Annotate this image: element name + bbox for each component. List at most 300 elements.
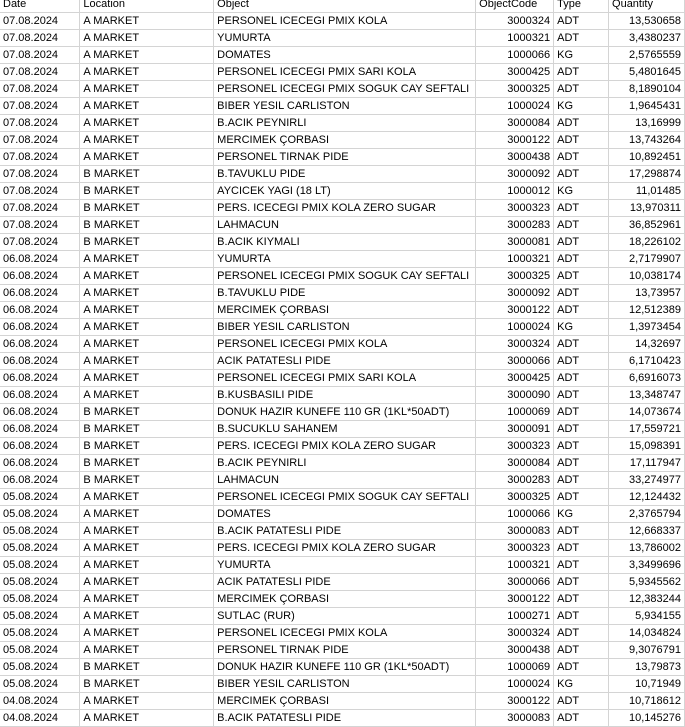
location-cell[interactable]: A MARKET	[80, 523, 214, 540]
object-cell[interactable]: BIBER YESIL CARLISTON	[214, 676, 476, 693]
objectcode-cell[interactable]: 3000066	[476, 574, 554, 591]
type-cell[interactable]: ADT	[554, 302, 609, 319]
date-cell[interactable]: 06.08.2024	[0, 455, 80, 472]
date-cell[interactable]: 06.08.2024	[0, 251, 80, 268]
object-cell[interactable]: PERSONEL ICECEGI PMIX SOGUK CAY SEFTALI	[214, 268, 476, 285]
object-cell[interactable]: B.TAVUKLU PIDE	[214, 285, 476, 302]
quantity-cell[interactable]: 1,9645431	[609, 98, 685, 115]
objectcode-cell[interactable]: 3000090	[476, 387, 554, 404]
location-cell[interactable]: B MARKET	[80, 183, 214, 200]
type-cell[interactable]: ADT	[554, 132, 609, 149]
type-cell[interactable]: KG	[554, 47, 609, 64]
location-cell[interactable]: A MARKET	[80, 557, 214, 574]
date-cell[interactable]: 05.08.2024	[0, 642, 80, 659]
quantity-cell[interactable]: 11,01485	[609, 183, 685, 200]
column-header-date[interactable]: Date	[0, 0, 80, 13]
column-header-object[interactable]: Object	[214, 0, 476, 13]
table-row	[0, 268, 685, 285]
object-cell[interactable]: PERS. ICECEGI PMIX KOLA ZERO SUGAR	[214, 200, 476, 217]
type-cell[interactable]: ADT	[554, 472, 609, 489]
column-header-quantity[interactable]: Quantity	[609, 0, 685, 13]
type-cell[interactable]: KG	[554, 98, 609, 115]
quantity-cell[interactable]: 6,6916073	[609, 370, 685, 387]
type-cell[interactable]: ADT	[554, 251, 609, 268]
date-cell[interactable]: 05.08.2024	[0, 676, 80, 693]
type-cell[interactable]: ADT	[554, 285, 609, 302]
objectcode-cell[interactable]: 3000324	[476, 13, 554, 30]
table-row	[0, 489, 685, 506]
location-cell[interactable]: A MARKET	[80, 540, 214, 557]
location-cell[interactable]: A MARKET	[80, 608, 214, 625]
quantity-cell[interactable]: 3,4380237	[609, 30, 685, 47]
objectcode-cell[interactable]: 1000321	[476, 557, 554, 574]
date-cell[interactable]: 06.08.2024	[0, 438, 80, 455]
quantity-cell[interactable]: 5,934155	[609, 608, 685, 625]
quantity-cell[interactable]: 5,4801645	[609, 64, 685, 81]
objectcode-cell[interactable]: 3000323	[476, 438, 554, 455]
table-row	[0, 166, 685, 183]
object-cell[interactable]: MERCIMEK ÇORBASI	[214, 693, 476, 710]
object-cell[interactable]: ACIK PATATESLI PIDE	[214, 574, 476, 591]
quantity-cell[interactable]: 12,668337	[609, 523, 685, 540]
type-cell[interactable]: ADT	[554, 625, 609, 642]
object-cell[interactable]: PERSONEL ICECEGI PMIX KOLA	[214, 13, 476, 30]
objectcode-cell[interactable]: 3000122	[476, 302, 554, 319]
date-cell[interactable]: 05.08.2024	[0, 506, 80, 523]
object-cell[interactable]: PERS. ICECEGI PMIX KOLA ZERO SUGAR	[214, 438, 476, 455]
location-cell[interactable]: A MARKET	[80, 574, 214, 591]
quantity-cell[interactable]: 36,852961	[609, 217, 685, 234]
type-cell[interactable]: ADT	[554, 557, 609, 574]
objectcode-cell[interactable]: 1000024	[476, 319, 554, 336]
quantity-cell[interactable]: 13,743264	[609, 132, 685, 149]
location-cell[interactable]: B MARKET	[80, 404, 214, 421]
table-row	[0, 200, 685, 217]
objectcode-cell[interactable]: 1000024	[476, 676, 554, 693]
quantity-cell[interactable]: 2,7179907	[609, 251, 685, 268]
object-cell[interactable]: B.TAVUKLU PIDE	[214, 166, 476, 183]
location-cell[interactable]: B MARKET	[80, 455, 214, 472]
quantity-cell[interactable]: 15,098391	[609, 438, 685, 455]
table-row	[0, 523, 685, 540]
date-cell[interactable]: 06.08.2024	[0, 353, 80, 370]
table-row	[0, 472, 685, 489]
location-cell[interactable]: A MARKET	[80, 132, 214, 149]
table-row	[0, 642, 685, 659]
location-cell[interactable]: A MARKET	[80, 64, 214, 81]
location-cell[interactable]: B MARKET	[80, 421, 214, 438]
quantity-cell[interactable]: 3,3499696	[609, 557, 685, 574]
date-cell[interactable]: 05.08.2024	[0, 489, 80, 506]
table-row	[0, 455, 685, 472]
object-cell[interactable]: LAHMACUN	[214, 217, 476, 234]
table-row	[0, 540, 685, 557]
object-cell[interactable]: LAHMACUN	[214, 472, 476, 489]
type-cell[interactable]: ADT	[554, 166, 609, 183]
table-row	[0, 81, 685, 98]
quantity-cell[interactable]: 13,348747	[609, 387, 685, 404]
location-cell[interactable]: A MARKET	[80, 591, 214, 608]
objectcode-cell[interactable]: 1000024	[476, 98, 554, 115]
date-cell[interactable]: 07.08.2024	[0, 132, 80, 149]
location-cell[interactable]: A MARKET	[80, 506, 214, 523]
quantity-cell[interactable]: 13,786002	[609, 540, 685, 557]
table-row	[0, 217, 685, 234]
type-cell[interactable]: ADT	[554, 13, 609, 30]
location-cell[interactable]: A MARKET	[80, 353, 214, 370]
date-cell[interactable]: 07.08.2024	[0, 200, 80, 217]
quantity-cell[interactable]: 13,16999	[609, 115, 685, 132]
type-cell[interactable]: ADT	[554, 574, 609, 591]
type-cell[interactable]: ADT	[554, 353, 609, 370]
type-cell[interactable]: ADT	[554, 30, 609, 47]
table-row	[0, 47, 685, 64]
objectcode-cell[interactable]: 1000321	[476, 30, 554, 47]
objectcode-cell[interactable]: 3000092	[476, 166, 554, 183]
location-cell[interactable]: A MARKET	[80, 387, 214, 404]
type-cell[interactable]: ADT	[554, 608, 609, 625]
quantity-cell[interactable]: 13,73957	[609, 285, 685, 302]
type-cell[interactable]: ADT	[554, 268, 609, 285]
table-row	[0, 132, 685, 149]
table-row	[0, 285, 685, 302]
table-row	[0, 404, 685, 421]
location-cell[interactable]: A MARKET	[80, 302, 214, 319]
date-cell[interactable]: 06.08.2024	[0, 285, 80, 302]
date-cell[interactable]: 07.08.2024	[0, 81, 80, 98]
location-cell[interactable]: A MARKET	[80, 81, 214, 98]
type-cell[interactable]: ADT	[554, 693, 609, 710]
table-row	[0, 234, 685, 251]
type-cell[interactable]: KG	[554, 183, 609, 200]
table-row	[0, 336, 685, 353]
location-cell[interactable]: A MARKET	[80, 710, 214, 727]
date-cell[interactable]: 07.08.2024	[0, 183, 80, 200]
date-cell[interactable]: 06.08.2024	[0, 370, 80, 387]
objectcode-cell[interactable]: 1000271	[476, 608, 554, 625]
objectcode-cell[interactable]: 3000083	[476, 523, 554, 540]
type-cell[interactable]: ADT	[554, 81, 609, 98]
location-cell[interactable]: A MARKET	[80, 30, 214, 47]
objectcode-cell[interactable]: 1000012	[476, 183, 554, 200]
location-cell[interactable]: A MARKET	[80, 336, 214, 353]
date-cell[interactable]: 06.08.2024	[0, 472, 80, 489]
date-cell[interactable]: 07.08.2024	[0, 234, 80, 251]
object-cell[interactable]: ACIK PATATESLI PIDE	[214, 353, 476, 370]
type-cell[interactable]: ADT	[554, 489, 609, 506]
location-cell[interactable]: B MARKET	[80, 438, 214, 455]
type-cell[interactable]: ADT	[554, 115, 609, 132]
object-cell[interactable]: PERSONEL ICECEGI PMIX SOGUK CAY SEFTALI	[214, 489, 476, 506]
table-row	[0, 302, 685, 319]
table-row	[0, 574, 685, 591]
type-cell[interactable]: ADT	[554, 591, 609, 608]
location-cell[interactable]: B MARKET	[80, 676, 214, 693]
objectcode-cell[interactable]: 3000324	[476, 625, 554, 642]
quantity-cell[interactable]: 2,3765794	[609, 506, 685, 523]
date-cell[interactable]: 05.08.2024	[0, 574, 80, 591]
table-row	[0, 115, 685, 132]
type-cell[interactable]: ADT	[554, 234, 609, 251]
objectcode-cell[interactable]: 1000069	[476, 659, 554, 676]
location-cell[interactable]: A MARKET	[80, 489, 214, 506]
location-cell[interactable]: B MARKET	[80, 472, 214, 489]
date-cell[interactable]: 05.08.2024	[0, 591, 80, 608]
table-row	[0, 710, 685, 727]
objectcode-cell[interactable]: 3000323	[476, 540, 554, 557]
type-cell[interactable]: KG	[554, 676, 609, 693]
object-cell[interactable]: BIBER YESIL CARLISTON	[214, 98, 476, 115]
table-row	[0, 608, 685, 625]
date-cell[interactable]: 05.08.2024	[0, 523, 80, 540]
object-cell[interactable]: MERCIMEK ÇORBASI	[214, 591, 476, 608]
table-row	[0, 438, 685, 455]
quantity-cell[interactable]: 10,718612	[609, 693, 685, 710]
table-row	[0, 64, 685, 81]
type-cell[interactable]: ADT	[554, 200, 609, 217]
quantity-cell[interactable]: 2,5765559	[609, 47, 685, 64]
location-cell[interactable]: A MARKET	[80, 693, 214, 710]
table-row	[0, 557, 685, 574]
objectcode-cell[interactable]: 1000069	[476, 404, 554, 421]
date-cell[interactable]: 06.08.2024	[0, 336, 80, 353]
location-cell[interactable]: B MARKET	[80, 234, 214, 251]
type-cell[interactable]: KG	[554, 319, 609, 336]
object-cell[interactable]: PERSONEL TIRNAK PIDE	[214, 149, 476, 166]
table-row	[0, 251, 685, 268]
date-cell[interactable]: 07.08.2024	[0, 149, 80, 166]
quantity-cell[interactable]: 6,1710423	[609, 353, 685, 370]
table-row	[0, 370, 685, 387]
objectcode-cell[interactable]: 3000324	[476, 336, 554, 353]
type-cell[interactable]: ADT	[554, 659, 609, 676]
type-cell[interactable]: KG	[554, 506, 609, 523]
date-cell[interactable]: 07.08.2024	[0, 217, 80, 234]
date-cell[interactable]: 06.08.2024	[0, 404, 80, 421]
location-cell[interactable]: A MARKET	[80, 98, 214, 115]
object-cell[interactable]: B.SUCUKLU SAHANEM	[214, 421, 476, 438]
date-cell[interactable]: 06.08.2024	[0, 387, 80, 404]
quantity-cell[interactable]: 33,274977	[609, 472, 685, 489]
object-cell[interactable]: MERCIMEK ÇORBASI	[214, 132, 476, 149]
object-cell[interactable]: B.ACIK PATATESLI PIDE	[214, 710, 476, 727]
location-cell[interactable]: A MARKET	[80, 13, 214, 30]
table-row	[0, 98, 685, 115]
location-cell[interactable]: B MARKET	[80, 200, 214, 217]
object-cell[interactable]: DOMATES	[214, 506, 476, 523]
objectcode-cell[interactable]: 3000438	[476, 642, 554, 659]
type-cell[interactable]: ADT	[554, 421, 609, 438]
type-cell[interactable]: ADT	[554, 370, 609, 387]
date-cell[interactable]: 05.08.2024	[0, 608, 80, 625]
objectcode-cell[interactable]: 1000321	[476, 251, 554, 268]
object-cell[interactable]: PERSONEL ICECEGI PMIX KOLA	[214, 336, 476, 353]
table-row	[0, 506, 685, 523]
date-cell[interactable]: 07.08.2024	[0, 30, 80, 47]
location-cell[interactable]: A MARKET	[80, 268, 214, 285]
date-cell[interactable]: 05.08.2024	[0, 540, 80, 557]
date-cell[interactable]: 04.08.2024	[0, 710, 80, 727]
objectcode-cell[interactable]: 3000323	[476, 200, 554, 217]
object-cell[interactable]: PERSONEL ICECEGI PMIX SARI KOLA	[214, 370, 476, 387]
object-cell[interactable]: SUTLAC (RUR)	[214, 608, 476, 625]
objectcode-cell[interactable]: 3000081	[476, 234, 554, 251]
type-cell[interactable]: ADT	[554, 455, 609, 472]
object-cell[interactable]: PERSONEL TIRNAK PIDE	[214, 642, 476, 659]
date-cell[interactable]: 06.08.2024	[0, 319, 80, 336]
header-row	[0, 0, 685, 13]
objectcode-cell[interactable]: 3000325	[476, 81, 554, 98]
objectcode-cell[interactable]: 3000122	[476, 591, 554, 608]
type-cell[interactable]: ADT	[554, 336, 609, 353]
quantity-cell[interactable]: 12,124432	[609, 489, 685, 506]
object-cell[interactable]: PERSONEL ICECEGI PMIX SARI KOLA	[214, 64, 476, 81]
quantity-cell[interactable]: 18,226102	[609, 234, 685, 251]
quantity-cell[interactable]: 1,3973454	[609, 319, 685, 336]
table-row	[0, 659, 685, 676]
location-cell[interactable]: A MARKET	[80, 285, 214, 302]
type-cell[interactable]: ADT	[554, 387, 609, 404]
location-cell[interactable]: B MARKET	[80, 217, 214, 234]
type-cell[interactable]: ADT	[554, 64, 609, 81]
objectcode-cell[interactable]: 3000283	[476, 217, 554, 234]
quantity-cell[interactable]: 14,034824	[609, 625, 685, 642]
location-cell[interactable]: A MARKET	[80, 251, 214, 268]
object-cell[interactable]: PERS. ICECEGI PMIX KOLA ZERO SUGAR	[214, 540, 476, 557]
objectcode-cell[interactable]: 3000283	[476, 472, 554, 489]
quantity-cell[interactable]: 13,970311	[609, 200, 685, 217]
object-cell[interactable]: PERSONEL ICECEGI PMIX SOGUK CAY SEFTALI	[214, 81, 476, 98]
date-cell[interactable]: 06.08.2024	[0, 421, 80, 438]
type-cell[interactable]: ADT	[554, 217, 609, 234]
table-row	[0, 149, 685, 166]
location-cell[interactable]: A MARKET	[80, 47, 214, 64]
column-header-type[interactable]: Type	[554, 0, 609, 13]
object-cell[interactable]: DONUK HAZIR KUNEFE 110 GR (1KL*50ADT)	[214, 404, 476, 421]
type-cell[interactable]: ADT	[554, 438, 609, 455]
table-row	[0, 319, 685, 336]
quantity-cell[interactable]: 14,32697	[609, 336, 685, 353]
object-cell[interactable]: YUMURTA	[214, 557, 476, 574]
object-cell[interactable]: B.ACIK KIYMALI	[214, 234, 476, 251]
table-row	[0, 387, 685, 404]
location-cell[interactable]: A MARKET	[80, 115, 214, 132]
object-cell[interactable]: B.ACIK PATATESLI PIDE	[214, 523, 476, 540]
quantity-cell[interactable]: 14,073674	[609, 404, 685, 421]
objectcode-cell[interactable]: 3000091	[476, 421, 554, 438]
type-cell[interactable]: ADT	[554, 642, 609, 659]
object-cell[interactable]: MERCIMEK ÇORBASI	[214, 302, 476, 319]
quantity-cell[interactable]: 13,79873	[609, 659, 685, 676]
objectcode-cell[interactable]: 3000084	[476, 455, 554, 472]
table-row	[0, 591, 685, 608]
objectcode-cell[interactable]: 3000325	[476, 489, 554, 506]
location-cell[interactable]: A MARKET	[80, 625, 214, 642]
objectcode-cell[interactable]: 3000425	[476, 64, 554, 81]
table-row	[0, 13, 685, 30]
objectcode-cell[interactable]: 3000438	[476, 149, 554, 166]
location-cell[interactable]: B MARKET	[80, 166, 214, 183]
object-cell[interactable]: AYCICEK YAGI (18 LT)	[214, 183, 476, 200]
table-row	[0, 421, 685, 438]
quantity-cell[interactable]: 12,512389	[609, 302, 685, 319]
date-cell[interactable]: 04.08.2024	[0, 693, 80, 710]
quantity-cell[interactable]: 10,892451	[609, 149, 685, 166]
objectcode-cell[interactable]: 3000083	[476, 710, 554, 727]
quantity-cell[interactable]: 5,9345562	[609, 574, 685, 591]
objectcode-cell[interactable]: 1000066	[476, 47, 554, 64]
date-cell[interactable]: 07.08.2024	[0, 98, 80, 115]
date-cell[interactable]: 06.08.2024	[0, 302, 80, 319]
table-row	[0, 693, 685, 710]
object-cell[interactable]: DOMATES	[214, 47, 476, 64]
quantity-cell[interactable]: 12,383244	[609, 591, 685, 608]
column-header-location[interactable]: Location	[80, 0, 214, 13]
location-cell[interactable]: A MARKET	[80, 642, 214, 659]
location-cell[interactable]: A MARKET	[80, 149, 214, 166]
date-cell[interactable]: 07.08.2024	[0, 115, 80, 132]
objectcode-cell[interactable]: 1000066	[476, 506, 554, 523]
type-cell[interactable]: ADT	[554, 523, 609, 540]
objectcode-cell[interactable]: 3000122	[476, 693, 554, 710]
table-row	[0, 625, 685, 642]
object-cell[interactable]: YUMURTA	[214, 251, 476, 268]
objectcode-cell[interactable]: 3000084	[476, 115, 554, 132]
date-cell[interactable]: 06.08.2024	[0, 268, 80, 285]
date-cell[interactable]: 05.08.2024	[0, 625, 80, 642]
quantity-cell[interactable]: 10,71949	[609, 676, 685, 693]
column-header-objectcode[interactable]: ObjectCode	[476, 0, 554, 13]
location-cell[interactable]: A MARKET	[80, 370, 214, 387]
table-row	[0, 676, 685, 693]
date-cell[interactable]: 07.08.2024	[0, 13, 80, 30]
date-cell[interactable]: 07.08.2024	[0, 64, 80, 81]
objectcode-cell[interactable]: 3000325	[476, 268, 554, 285]
quantity-cell[interactable]: 10,145276	[609, 710, 685, 727]
table-row	[0, 353, 685, 370]
type-cell[interactable]: ADT	[554, 149, 609, 166]
object-cell[interactable]: B.ACIK PEYNIRLI	[214, 115, 476, 132]
date-cell[interactable]: 05.08.2024	[0, 557, 80, 574]
object-cell[interactable]: DONUK HAZIR KUNEFE 110 GR (1KL*50ADT)	[214, 659, 476, 676]
type-cell[interactable]: ADT	[554, 404, 609, 421]
quantity-cell[interactable]: 17,298874	[609, 166, 685, 183]
location-cell[interactable]: B MARKET	[80, 659, 214, 676]
quantity-cell[interactable]: 9,3076791	[609, 642, 685, 659]
object-cell[interactable]: BIBER YESIL CARLISTON	[214, 319, 476, 336]
objectcode-cell[interactable]: 3000425	[476, 370, 554, 387]
type-cell[interactable]: ADT	[554, 540, 609, 557]
object-cell[interactable]: YUMURTA	[214, 30, 476, 47]
date-cell[interactable]: 05.08.2024	[0, 659, 80, 676]
objectcode-cell[interactable]: 3000092	[476, 285, 554, 302]
date-cell[interactable]: 07.08.2024	[0, 47, 80, 64]
type-cell[interactable]: ADT	[554, 710, 609, 727]
quantity-cell[interactable]: 17,559721	[609, 421, 685, 438]
location-cell[interactable]: A MARKET	[80, 319, 214, 336]
quantity-cell[interactable]: 8,1890104	[609, 81, 685, 98]
object-cell[interactable]: B.ACIK PEYNIRLI	[214, 455, 476, 472]
quantity-cell[interactable]: 10,038174	[609, 268, 685, 285]
quantity-cell[interactable]: 13,530658	[609, 13, 685, 30]
object-cell[interactable]: B.KUSBASILI PIDE	[214, 387, 476, 404]
date-cell[interactable]: 07.08.2024	[0, 166, 80, 183]
objectcode-cell[interactable]: 3000122	[476, 132, 554, 149]
objectcode-cell[interactable]: 3000066	[476, 353, 554, 370]
object-cell[interactable]: PERSONEL ICECEGI PMIX KOLA	[214, 625, 476, 642]
table-row	[0, 30, 685, 47]
quantity-cell[interactable]: 17,117947	[609, 455, 685, 472]
